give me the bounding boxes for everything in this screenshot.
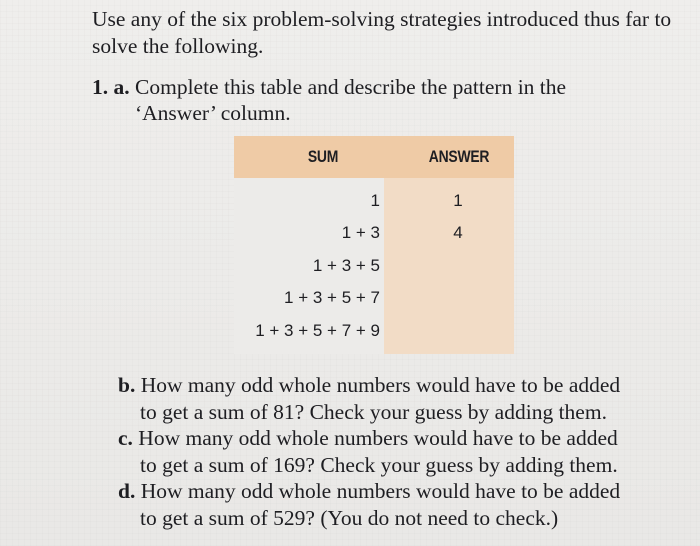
table-row: [234, 288, 514, 318]
sum-answer-table: [234, 136, 514, 354]
table-row: [234, 223, 514, 253]
question-text-line2: to get a sum of 169? Check your guess by adding them.: [140, 452, 618, 477]
table-row: [234, 191, 514, 221]
table-body: [234, 178, 514, 354]
question-text-line1: How many odd whole numbers would have to be added: [138, 426, 618, 450]
row-sum: 1 + 3 + 5 + 7: [284, 288, 380, 307]
question-1a-text-line2: ‘Answer’ column.: [135, 101, 291, 125]
question-number: 1.: [92, 75, 109, 99]
row-answer: 4: [453, 223, 463, 242]
header-answer: ANSWER: [428, 147, 490, 166]
question-1b: [118, 372, 678, 425]
question-1a-text-line1: Complete this table and describe the pattern in the: [135, 75, 567, 99]
question-text-line2: to get a sum of 81? Check your guess by adding them.: [140, 399, 607, 424]
row-sum: 1: [370, 191, 380, 210]
question-text-line1: How many odd whole numbers would have to be added: [140, 479, 621, 503]
question-letter: a.: [113, 75, 130, 99]
question-text-line2: to get a sum of 529? (You do not need to check.): [140, 505, 559, 530]
question-1d: [118, 478, 678, 531]
table-header: [234, 136, 514, 178]
question-letter: b.: [118, 373, 136, 397]
row-sum: 1 + 3 + 5 + 7 + 9: [255, 321, 380, 340]
intro-instructions: Use any of the six problem-solving strategies introduced thus far to solve the following.: [92, 7, 672, 58]
question-letter: d.: [118, 479, 136, 503]
row-answer: 1: [453, 191, 463, 210]
question-1a: [92, 74, 672, 126]
question-1c: [118, 425, 678, 478]
table-row: [234, 256, 514, 286]
header-sum: SUM: [307, 147, 339, 166]
row-sum: 1 + 3 + 5: [312, 256, 380, 275]
table-row: [234, 321, 514, 351]
question-text-line1: How many odd whole numbers would have to be added: [140, 373, 621, 397]
question-letter: c.: [118, 426, 133, 450]
row-sum: 1 + 3: [341, 223, 380, 242]
follow-up-questions: [118, 372, 678, 531]
